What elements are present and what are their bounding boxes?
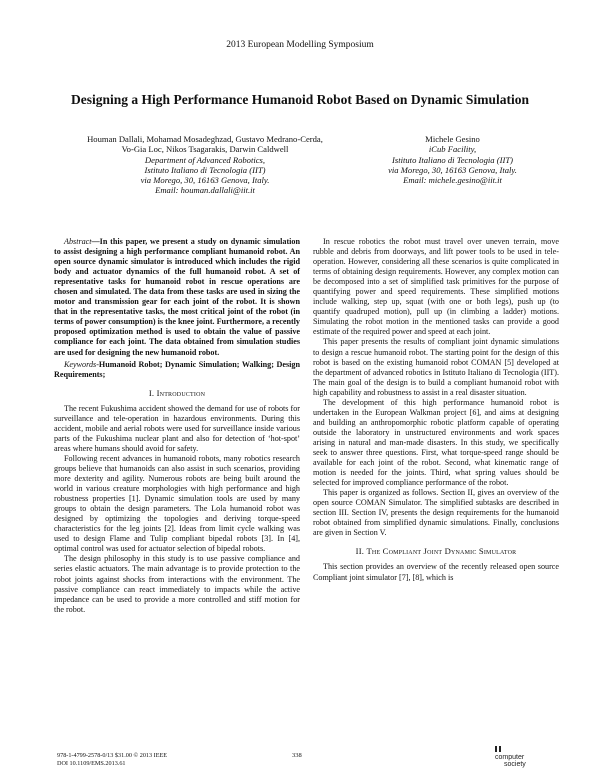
section-title: The Compliant Joint Dynamic Simulator xyxy=(366,546,517,557)
keywords xyxy=(54,360,300,380)
footer-copyright xyxy=(57,752,167,767)
section-heading-simulator xyxy=(313,546,559,556)
abstract-text: —In this paper, we present a study on dynamic simulation to assist designing a high performance compliant humanoid robot. An open source dynamic simulator is introduced which includes the rigid body and actuator dynamics of the full humanoid robot. A set of representative tasks for humanoid robot in rescue operations are chosen and simulated. The data from these tasks are used in sizing the motor and transmission gear for each joint of the robot. It is shown that in the representative tasks, the most critical joint of the robot (in terms of power consumption) is the knee joint. Furthermore, a recently proposed optimization method is used to obtain the value of passive compliance for each joint. The data obtained from simulation studies are used for designing the new humanoid robot. xyxy=(54,237,300,357)
section-title: Introduction xyxy=(156,387,206,398)
author-name: Michele Gesino xyxy=(425,134,480,144)
section-number: I. xyxy=(148,387,155,398)
paragraph: The design philosophy in this study is to use passive compliance and series elastic actuators. The main advantage is to provide protection to the robot joints against shocks from interactions with the environment. The passive compliance can react immediately to impacts while the active impedance can be used to provide a more controlled and stiff motion for the robot. xyxy=(54,554,300,614)
author-email: Email: houman.dallali@iit.it xyxy=(155,185,255,196)
paragraph: The recent Fukushima accident showed the demand for use of robots for surveillance and tele-operation in hazardous environments. During this accident, mobile and aerial robots were used for surveillance inside various parts of the Fukushima nuclear plant and also for detection of ‘hot-spot’ areas where humans should avoid for safety. xyxy=(54,403,300,453)
conference-header: 2013 European Modelling Symposium xyxy=(226,40,374,50)
right-column xyxy=(313,237,559,583)
logo-text-computer: computer xyxy=(495,754,525,761)
keywords-label: Keywords- xyxy=(64,359,99,369)
author-department: Department of Advanced Robotics, xyxy=(144,154,266,165)
author-block-left xyxy=(60,134,350,196)
left-column xyxy=(54,237,300,615)
paragraph: This paper is organized as follows. Section II, gives an overview of the open source COMAN Simulator. The simplified subtasks are described in section III. Section IV, presents the design requirements for the humanoid robot obtained from simplified dynamic simulations. Finally, conclusions are given in Section V. xyxy=(313,488,559,538)
author-institute: Istituto Italiano di Tecnologia (IIT) xyxy=(392,154,513,165)
paragraph: The development of this high performance humanoid robot is undertaken in the European Walkman project [6], and aims at designing and building an anthropomorphic robotic platform capable of operating outside the laboratory in unstructured environments and work spaces arising in natural and man-made disasters. In this study, we specifically seek to answer three questions. First, what torque-speed range should be available for each joint of the robot. Second, what kinematic range of motion is needed for the joints. Third, what spring values should be selected for improved compliance performance of the robot. xyxy=(313,397,559,488)
paper-title: Designing a High Performance Humanoid Robot Based on Dynamic Simulation xyxy=(71,92,529,107)
section-heading-introduction xyxy=(54,388,300,398)
logo-text-society: society xyxy=(504,761,526,768)
abstract-label: Abstract xyxy=(64,237,92,246)
paragraph: Following recent advances in humanoid robots, many robotics research groups believe that humanoids can also assist in such scenarios, providing more dexterity and agility. Numerous robots are being built around the world in various creature morphologies with high performance and high robustness properties [1]. Dynamic simulation tools are used by many groups to obtain the design parameters. The Lola humanoid robot was designed by optimizing the topologies and deriving torque-speed characteristics for the leg joints [2]. Ideas from limit cycle walking was used to design Flame and Tulip compliant bipedal robots [3]. In [4], optimal control was used for actuator selection of bipedal robots. xyxy=(54,453,300,554)
author-email: Email: michele.gesino@iit.it xyxy=(403,175,502,186)
author-address: via Morego, 30, 16163 Genova, Italy. xyxy=(388,164,517,175)
footer-doi: DOI 10.1109/EMS.2013.61 xyxy=(57,759,126,767)
abstract xyxy=(54,237,300,358)
author-block-right xyxy=(360,134,545,185)
paragraph: In rescue robotics the robot must travel over uneven terrain, move rubble and debris from doorways, and lift power tools to be used in tele-operation. However, considering all these scenarios is quite complicated in terms of obtaining design requirements. However, any complex motion can be decomposed into a set of simplified task primitives for the purpose of quantifying power and speed requirements. These simplified motions include walking, step up, squat (with one or both legs), push up (to quantify quadruped motion), pull up (in climbing a ladder) motions. Simulating the robot motion in the mentioned tasks can provide a good estimate of the required power and speed at each joint. xyxy=(313,237,559,337)
author-facility: iCub Facility, xyxy=(428,144,477,155)
paragraph: This section provides an overview of the recently released open source Compliant joint simulator [7], [8], which is xyxy=(313,562,559,582)
author-names-line-1: Houman Dallali, Mohamad Mosadeghzad, Gustavo Medrano-Cerda, xyxy=(87,134,323,144)
section-number: II. xyxy=(355,546,365,557)
page-number: 338 xyxy=(292,752,302,759)
computer-society-logo xyxy=(492,744,538,768)
footer-isbn: 978-1-4799-2578-0/13 $31.00 © 2013 IEEE xyxy=(57,752,168,759)
author-names-line-2: Vo-Gia Loc, Nikos Tsagarakis, Darwin Caldwell xyxy=(121,144,289,155)
paragraph: This paper presents the results of compliant joint dynamic simulations to design a rescue humanoid robot. The starting point for the design of this robot is based on the existing humanoid robot COMAN [5] developed at the department of advanced robotics in Istituto Italiano di Tecnologia (IIT). The main goal of the design is to build a compliant humanoid robot with high capability and robustness to assist in a real disaster situation. xyxy=(313,337,559,397)
author-address: via Morego, 30, 16163 Genova, Italy. xyxy=(140,175,270,186)
keywords-text: Humanoid Robot; Dynamic Simulation; Walking; Design Requirements; xyxy=(54,359,300,379)
author-institute: Istituto Italiano di Tecnologia (IIT) xyxy=(144,164,266,175)
